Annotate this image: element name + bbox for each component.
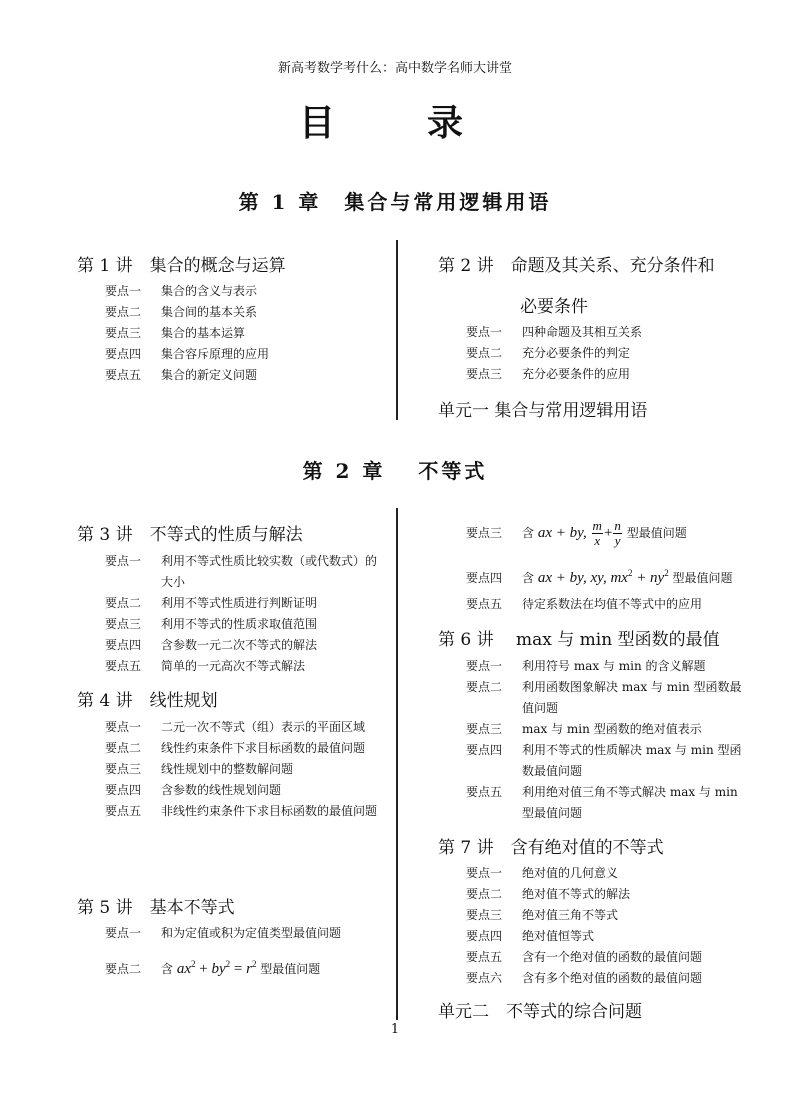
chapter-1-title: 第 1 章 集合与常用逻辑用语 — [238, 190, 552, 214]
chapter-2-title: 第 2 章 不等式 — [302, 459, 488, 483]
list-item: 要点五 含有一个绝对值的函数的最值问题 — [466, 950, 703, 964]
list-item: 要点四 含参数一元二次不等式的解法 — [105, 638, 318, 652]
column-divider — [396, 508, 398, 1020]
list-item: 要点四 绝对值恒等式 — [466, 929, 595, 943]
column-divider — [396, 240, 398, 420]
lecture-4-points — [105, 717, 380, 822]
list-item: 要点二 充分必要条件的判定 — [466, 346, 631, 360]
list-item: 要点二 集合间的基本关系 — [105, 305, 258, 319]
list-item: 要点四 利用不等式的性质解决 max 与 min 型函数最值问题 — [466, 743, 742, 778]
unit-1-title: 单元一 集合与常用逻辑用语 — [438, 401, 648, 421]
page-number: 1 — [390, 1022, 400, 1037]
page-title: 目 录 — [298, 102, 491, 144]
formula: $ax^2 + by^2 = r^2$ — [176, 959, 257, 977]
list-item: 要点四 含参数的线性规划问题 — [105, 783, 282, 797]
lecture-7-points — [466, 863, 744, 989]
lecture-4-title: 第 4 讲 线性规划 — [77, 691, 218, 711]
list-item: 要点一 四种命题及其相互关系 — [466, 325, 643, 339]
list-item: 要点三 利用不等式的性质求取值范围 — [105, 617, 318, 631]
lecture-5-title: 第 5 讲 基本不等式 — [77, 898, 235, 918]
list-item: 要点二 利用不等式性质进行判断证明 — [105, 596, 318, 610]
list-item: 要点五 利用绝对值三角不等式解决 max 与 min 型最值问题 — [466, 785, 738, 820]
list-item: 要点五 简单的一元高次不等式解法 — [105, 659, 306, 673]
unit-2-title: 单元二 不等式的综合问题 — [438, 1002, 642, 1022]
lecture-1-points — [105, 281, 385, 386]
list-item: 要点三 线性规划中的整数解问题 — [105, 762, 294, 776]
lecture-2-title: 第 2 讲 命题及其关系、充分条件和 — [438, 256, 715, 276]
list-item: 要点三 集合的基本运算 — [105, 326, 246, 340]
list-item: 要点一 和为定值或积为定值类型最值问题 — [105, 926, 342, 940]
running-header: 新高考数学考什么：高中数学名师大讲堂 — [277, 61, 512, 76]
list-item: 要点一 利用不等式性质比较实数（或代数式）的大小 — [105, 554, 378, 589]
list-item: 要点五 非线性约束条件下求目标函数的最值问题 — [105, 804, 378, 818]
list-item: 要点一 利用符号 max 与 min 的含义解题 — [466, 659, 706, 673]
lecture-3-points — [105, 551, 380, 677]
list-item: 要点三 含 ax + by, $\frac{m}{x}$ + $\frac{n}{y}$ 型最值问题 — [466, 518, 687, 548]
list-item: 要点二 绝对值不等式的解法 — [466, 887, 631, 901]
list-item: 要点三 max 与 min 型函数的绝对值表示 — [466, 722, 702, 736]
lecture-1-title: 第 1 讲 集合的概念与运算 — [77, 256, 286, 276]
fraction: $\frac{n}{y}$ — [614, 518, 621, 548]
lecture-2-points — [466, 322, 756, 385]
list-item: 要点一 绝对值的几何意义 — [466, 866, 619, 880]
list-item: 要点一 二元一次不等式（组）表示的平面区域 — [105, 720, 366, 734]
formula: ax + by, xy, $mx^2 + ny^2$ — [537, 568, 669, 586]
fraction: $\frac{m}{x}$ — [592, 518, 602, 548]
lecture-6-title: 第 6 讲 max 与 min 型函数的最值 — [438, 630, 720, 650]
list-item: 要点二 含 $ax^2 + by^2 = r^2$ 型最值问题 — [105, 959, 321, 977]
lecture-6-points — [466, 656, 744, 824]
lecture-2-title-cont: 必要条件 — [520, 297, 588, 317]
lecture-7-title: 第 7 讲 含有绝对值的不等式 — [438, 838, 664, 858]
list-item: 要点四 含 ax + by, xy, $mx^2 + ny^2$ 型最值问题 — [466, 568, 733, 586]
list-item: 要点二 利用函数图象解决 max 与 min 型函数最值问题 — [466, 680, 742, 715]
list-item: 要点三 充分必要条件的应用 — [466, 367, 631, 381]
list-item: 要点二 线性约束条件下求目标函数的最值问题 — [105, 741, 366, 755]
formula: ax + by, — [537, 525, 587, 541]
list-item: 要点四 集合容斥原理的应用 — [105, 347, 270, 361]
list-item: 要点一 集合的含义与表示 — [105, 284, 258, 298]
list-item: 要点五 集合的新定义问题 — [105, 368, 258, 382]
list-item: 要点六 含有多个绝对值的函数的最值问题 — [466, 971, 703, 985]
list-item: 要点五 待定系数法在均值不等式中的应用 — [466, 597, 703, 611]
list-item: 要点三 绝对值三角不等式 — [466, 908, 619, 922]
lecture-3-title: 第 3 讲 不等式的性质与解法 — [77, 525, 303, 545]
